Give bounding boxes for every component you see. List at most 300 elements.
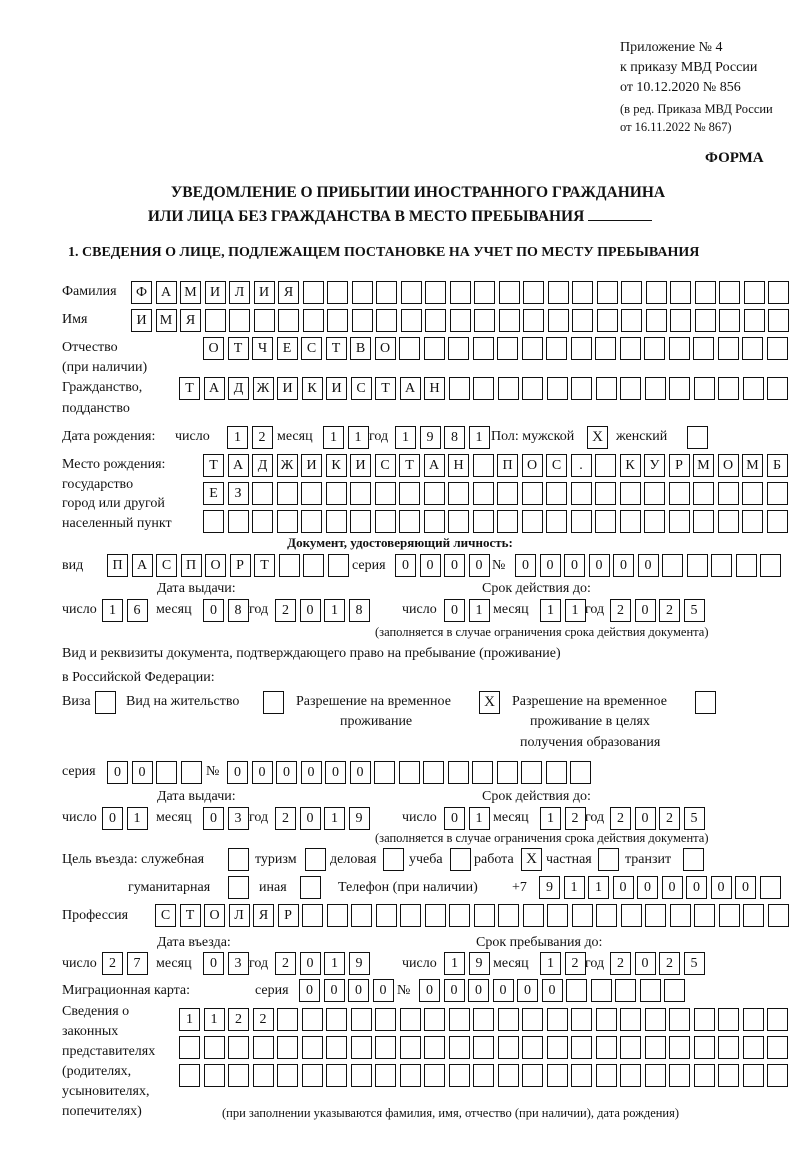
character-cell[interactable]: Д [228, 377, 249, 400]
character-cell[interactable]: 2 [610, 807, 631, 830]
character-cell[interactable]: В [350, 337, 371, 360]
character-cell[interactable] [351, 1008, 372, 1031]
character-cell[interactable] [669, 510, 690, 533]
place-of-stay-blank[interactable] [588, 206, 652, 221]
character-cell[interactable] [546, 482, 567, 505]
character-cell[interactable] [620, 337, 641, 360]
character-cell[interactable]: И [350, 454, 371, 477]
character-cell[interactable] [424, 482, 445, 505]
character-cell[interactable] [498, 1064, 519, 1087]
character-cell[interactable]: 0 [350, 761, 371, 784]
character-cell[interactable] [695, 309, 716, 332]
character-cell[interactable] [548, 309, 569, 332]
character-cell[interactable] [424, 1036, 445, 1059]
character-cell[interactable]: 0 [635, 952, 656, 975]
character-cell[interactable]: Р [230, 554, 251, 577]
character-cell[interactable]: 3 [228, 807, 249, 830]
character-cell[interactable]: 0 [564, 554, 585, 577]
character-cell[interactable]: 9 [539, 876, 560, 899]
character-cell[interactable]: 0 [324, 979, 345, 1002]
character-cell[interactable] [400, 1008, 421, 1031]
character-cell[interactable] [620, 1008, 641, 1031]
purpose-service-checkbox[interactable] [228, 848, 249, 871]
character-cell[interactable]: 9 [420, 426, 441, 449]
character-cell[interactable] [350, 482, 371, 505]
character-cell[interactable] [742, 482, 763, 505]
character-cell[interactable]: 0 [468, 979, 489, 1002]
character-cell[interactable]: 0 [203, 952, 224, 975]
character-cell[interactable] [253, 1036, 274, 1059]
character-cell[interactable] [742, 510, 763, 533]
character-cell[interactable]: 2 [659, 599, 680, 622]
character-cell[interactable]: Р [669, 454, 690, 477]
character-cell[interactable]: Л [229, 281, 250, 304]
character-cell[interactable] [473, 510, 494, 533]
character-cell[interactable]: 9 [349, 807, 370, 830]
character-cell[interactable]: 5 [684, 952, 705, 975]
character-cell[interactable] [277, 510, 298, 533]
sex-male-checkbox[interactable]: X [587, 426, 608, 449]
character-cell[interactable]: 0 [348, 979, 369, 1002]
character-cell[interactable]: 2 [610, 952, 631, 975]
character-cell[interactable] [424, 337, 445, 360]
character-cell[interactable] [645, 377, 666, 400]
character-cell[interactable] [522, 377, 543, 400]
character-cell[interactable]: Ф [131, 281, 152, 304]
character-cell[interactable] [448, 337, 469, 360]
character-cell[interactable] [743, 1008, 764, 1031]
character-cell[interactable]: Т [179, 377, 200, 400]
character-cell[interactable] [449, 377, 470, 400]
character-cell[interactable] [718, 1036, 739, 1059]
character-cell[interactable] [597, 309, 618, 332]
character-cell[interactable] [401, 281, 422, 304]
character-cell[interactable]: 0 [276, 761, 297, 784]
purpose-humanitarian-checkbox[interactable] [228, 876, 249, 899]
character-cell[interactable]: 0 [299, 979, 320, 1002]
character-cell[interactable] [743, 1036, 764, 1059]
character-cell[interactable] [204, 1036, 225, 1059]
character-cell[interactable] [473, 482, 494, 505]
character-cell[interactable] [743, 904, 764, 927]
character-cell[interactable]: 2 [228, 1008, 249, 1031]
character-cell[interactable]: И [301, 454, 322, 477]
character-cell[interactable]: 0 [469, 554, 490, 577]
character-cell[interactable]: С [351, 377, 372, 400]
character-cell[interactable] [399, 482, 420, 505]
character-cell[interactable]: П [497, 454, 518, 477]
character-cell[interactable] [571, 510, 592, 533]
character-cell[interactable] [277, 1064, 298, 1087]
character-cell[interactable] [718, 1064, 739, 1087]
character-cell[interactable]: 1 [395, 426, 416, 449]
character-cell[interactable]: 9 [349, 952, 370, 975]
character-cell[interactable] [546, 761, 567, 784]
character-cell[interactable] [499, 309, 520, 332]
character-cell[interactable] [424, 1008, 445, 1031]
character-cell[interactable]: С [375, 454, 396, 477]
character-cell[interactable] [620, 1036, 641, 1059]
character-cell[interactable] [547, 1036, 568, 1059]
character-cell[interactable]: 0 [444, 554, 465, 577]
character-cell[interactable] [522, 1008, 543, 1031]
character-cell[interactable] [302, 904, 323, 927]
character-cell[interactable] [767, 1064, 788, 1087]
purpose-tourism-checkbox[interactable] [305, 848, 326, 871]
character-cell[interactable] [424, 510, 445, 533]
character-cell[interactable]: 0 [301, 761, 322, 784]
character-cell[interactable] [571, 1008, 592, 1031]
character-cell[interactable] [645, 1008, 666, 1031]
character-cell[interactable]: 0 [711, 876, 732, 899]
character-cell[interactable] [352, 281, 373, 304]
character-cell[interactable]: Т [180, 904, 201, 927]
character-cell[interactable] [694, 1036, 715, 1059]
character-cell[interactable]: 9 [469, 952, 490, 975]
purpose-study-checkbox[interactable] [450, 848, 471, 871]
character-cell[interactable] [621, 309, 642, 332]
character-cell[interactable] [669, 1036, 690, 1059]
character-cell[interactable]: 2 [275, 807, 296, 830]
character-cell[interactable]: У [644, 454, 665, 477]
character-cell[interactable] [376, 309, 397, 332]
character-cell[interactable]: К [620, 454, 641, 477]
character-cell[interactable] [326, 1008, 347, 1031]
character-cell[interactable] [596, 377, 617, 400]
character-cell[interactable]: 0 [300, 807, 321, 830]
character-cell[interactable]: 8 [444, 426, 465, 449]
character-cell[interactable] [327, 309, 348, 332]
character-cell[interactable] [595, 482, 616, 505]
character-cell[interactable] [547, 1064, 568, 1087]
character-cell[interactable]: М [156, 309, 177, 332]
character-cell[interactable] [719, 309, 740, 332]
character-cell[interactable]: К [302, 377, 323, 400]
character-cell[interactable] [449, 1008, 470, 1031]
character-cell[interactable] [204, 1064, 225, 1087]
character-cell[interactable]: 0 [517, 979, 538, 1002]
character-cell[interactable] [327, 281, 348, 304]
character-cell[interactable]: 1 [204, 1008, 225, 1031]
character-cell[interactable] [718, 377, 739, 400]
character-cell[interactable]: 0 [444, 599, 465, 622]
character-cell[interactable]: 1 [444, 952, 465, 975]
character-cell[interactable]: . [571, 454, 592, 477]
character-cell[interactable]: 2 [565, 807, 586, 830]
character-cell[interactable] [498, 904, 519, 927]
character-cell[interactable]: Е [203, 482, 224, 505]
character-cell[interactable]: 0 [540, 554, 561, 577]
character-cell[interactable] [326, 1064, 347, 1087]
character-cell[interactable] [743, 377, 764, 400]
character-cell[interactable]: Ч [252, 337, 273, 360]
character-cell[interactable] [253, 1064, 274, 1087]
character-cell[interactable]: Н [424, 377, 445, 400]
character-cell[interactable]: О [375, 337, 396, 360]
character-cell[interactable] [448, 482, 469, 505]
character-cell[interactable]: Л [229, 904, 250, 927]
character-cell[interactable] [620, 482, 641, 505]
character-cell[interactable]: С [301, 337, 322, 360]
character-cell[interactable] [693, 510, 714, 533]
character-cell[interactable]: 0 [325, 761, 346, 784]
character-cell[interactable] [768, 281, 789, 304]
character-cell[interactable] [449, 1036, 470, 1059]
character-cell[interactable]: 1 [469, 426, 490, 449]
character-cell[interactable] [351, 1036, 372, 1059]
character-cell[interactable]: 2 [275, 952, 296, 975]
character-cell[interactable] [693, 482, 714, 505]
character-cell[interactable] [351, 1064, 372, 1087]
character-cell[interactable] [327, 904, 348, 927]
character-cell[interactable] [615, 979, 636, 1002]
character-cell[interactable]: 1 [324, 599, 345, 622]
character-cell[interactable] [760, 876, 781, 899]
character-cell[interactable] [522, 1064, 543, 1087]
character-cell[interactable]: 1 [179, 1008, 200, 1031]
character-cell[interactable]: И [277, 377, 298, 400]
character-cell[interactable] [572, 281, 593, 304]
character-cell[interactable] [744, 309, 765, 332]
sex-female-checkbox[interactable] [687, 426, 708, 449]
character-cell[interactable] [498, 1036, 519, 1059]
character-cell[interactable] [522, 337, 543, 360]
character-cell[interactable]: 6 [127, 599, 148, 622]
character-cell[interactable] [497, 510, 518, 533]
character-cell[interactable] [760, 554, 781, 577]
character-cell[interactable] [646, 281, 667, 304]
character-cell[interactable]: А [228, 454, 249, 477]
character-cell[interactable] [278, 309, 299, 332]
character-cell[interactable] [596, 904, 617, 927]
character-cell[interactable] [326, 510, 347, 533]
character-cell[interactable] [719, 281, 740, 304]
character-cell[interactable]: 1 [540, 599, 561, 622]
character-cell[interactable] [521, 761, 542, 784]
character-cell[interactable]: А [132, 554, 153, 577]
character-cell[interactable]: А [156, 281, 177, 304]
character-cell[interactable]: О [522, 454, 543, 477]
visa-checkbox[interactable] [95, 691, 116, 714]
character-cell[interactable] [644, 337, 665, 360]
character-cell[interactable] [767, 482, 788, 505]
character-cell[interactable]: О [205, 554, 226, 577]
character-cell[interactable]: Ж [277, 454, 298, 477]
character-cell[interactable]: С [546, 454, 567, 477]
character-cell[interactable] [205, 309, 226, 332]
character-cell[interactable] [522, 510, 543, 533]
character-cell[interactable] [203, 510, 224, 533]
character-cell[interactable]: Б [767, 454, 788, 477]
character-cell[interactable]: И [205, 281, 226, 304]
character-cell[interactable] [181, 761, 202, 784]
character-cell[interactable]: 0 [395, 554, 416, 577]
character-cell[interactable]: 0 [589, 554, 610, 577]
character-cell[interactable]: 2 [253, 1008, 274, 1031]
character-cell[interactable] [767, 510, 788, 533]
character-cell[interactable] [767, 377, 788, 400]
character-cell[interactable]: 1 [469, 807, 490, 830]
character-cell[interactable] [449, 1064, 470, 1087]
character-cell[interactable]: 8 [228, 599, 249, 622]
character-cell[interactable]: Д [252, 454, 273, 477]
character-cell[interactable] [644, 482, 665, 505]
character-cell[interactable] [645, 1036, 666, 1059]
character-cell[interactable] [473, 377, 494, 400]
character-cell[interactable]: Т [254, 554, 275, 577]
character-cell[interactable] [718, 482, 739, 505]
character-cell[interactable] [376, 281, 397, 304]
character-cell[interactable] [254, 309, 275, 332]
character-cell[interactable] [302, 1064, 323, 1087]
character-cell[interactable] [499, 281, 520, 304]
character-cell[interactable] [571, 482, 592, 505]
character-cell[interactable]: 2 [565, 952, 586, 975]
character-cell[interactable] [546, 337, 567, 360]
character-cell[interactable] [425, 281, 446, 304]
character-cell[interactable] [450, 309, 471, 332]
character-cell[interactable] [301, 510, 322, 533]
character-cell[interactable] [767, 337, 788, 360]
character-cell[interactable] [669, 1008, 690, 1031]
character-cell[interactable] [351, 904, 372, 927]
character-cell[interactable] [425, 904, 446, 927]
character-cell[interactable] [669, 377, 690, 400]
character-cell[interactable] [303, 281, 324, 304]
character-cell[interactable]: 1 [469, 599, 490, 622]
character-cell[interactable] [768, 904, 789, 927]
character-cell[interactable] [179, 1036, 200, 1059]
character-cell[interactable] [669, 482, 690, 505]
character-cell[interactable]: Т [375, 377, 396, 400]
character-cell[interactable]: И [131, 309, 152, 332]
character-cell[interactable] [473, 1036, 494, 1059]
character-cell[interactable] [497, 337, 518, 360]
character-cell[interactable]: 1 [588, 876, 609, 899]
character-cell[interactable] [302, 1008, 323, 1031]
purpose-other-checkbox[interactable] [300, 876, 321, 899]
character-cell[interactable] [375, 482, 396, 505]
character-cell[interactable] [473, 1008, 494, 1031]
character-cell[interactable] [571, 377, 592, 400]
character-cell[interactable] [694, 377, 715, 400]
character-cell[interactable] [547, 1008, 568, 1031]
character-cell[interactable]: 1 [540, 952, 561, 975]
character-cell[interactable] [328, 554, 349, 577]
character-cell[interactable]: 5 [684, 807, 705, 830]
residence-permit-checkbox[interactable] [263, 691, 284, 714]
character-cell[interactable] [497, 482, 518, 505]
character-cell[interactable] [473, 337, 494, 360]
character-cell[interactable] [718, 1008, 739, 1031]
character-cell[interactable] [472, 761, 493, 784]
character-cell[interactable] [301, 482, 322, 505]
character-cell[interactable] [424, 1064, 445, 1087]
character-cell[interactable] [277, 1036, 298, 1059]
character-cell[interactable] [179, 1064, 200, 1087]
character-cell[interactable] [474, 309, 495, 332]
character-cell[interactable] [497, 761, 518, 784]
character-cell[interactable] [595, 454, 616, 477]
character-cell[interactable] [694, 904, 715, 927]
character-cell[interactable] [664, 979, 685, 1002]
character-cell[interactable]: 0 [102, 807, 123, 830]
character-cell[interactable] [768, 309, 789, 332]
purpose-business-checkbox[interactable] [383, 848, 404, 871]
character-cell[interactable]: 0 [613, 876, 634, 899]
character-cell[interactable]: 0 [542, 979, 563, 1002]
character-cell[interactable]: 1 [564, 876, 585, 899]
character-cell[interactable] [571, 337, 592, 360]
character-cell[interactable] [449, 904, 470, 927]
character-cell[interactable]: 0 [613, 554, 634, 577]
character-cell[interactable] [669, 1064, 690, 1087]
character-cell[interactable]: 2 [252, 426, 273, 449]
character-cell[interactable] [352, 309, 373, 332]
character-cell[interactable] [662, 554, 683, 577]
character-cell[interactable] [621, 904, 642, 927]
character-cell[interactable]: Е [277, 337, 298, 360]
character-cell[interactable]: 2 [659, 807, 680, 830]
character-cell[interactable]: К [326, 454, 347, 477]
character-cell[interactable]: С [155, 904, 176, 927]
character-cell[interactable]: 0 [300, 952, 321, 975]
character-cell[interactable]: 0 [420, 554, 441, 577]
character-cell[interactable] [596, 1036, 617, 1059]
character-cell[interactable] [687, 554, 708, 577]
character-cell[interactable]: 0 [637, 876, 658, 899]
character-cell[interactable] [596, 1008, 617, 1031]
character-cell[interactable] [640, 979, 661, 1002]
purpose-work-checkbox[interactable]: X [521, 848, 542, 871]
character-cell[interactable]: И [254, 281, 275, 304]
character-cell[interactable] [620, 510, 641, 533]
character-cell[interactable] [596, 1064, 617, 1087]
character-cell[interactable]: 0 [635, 807, 656, 830]
character-cell[interactable] [595, 337, 616, 360]
character-cell[interactable]: П [181, 554, 202, 577]
character-cell[interactable]: Т [203, 454, 224, 477]
character-cell[interactable] [571, 1064, 592, 1087]
character-cell[interactable] [375, 510, 396, 533]
character-cell[interactable]: Т [399, 454, 420, 477]
character-cell[interactable]: 2 [659, 952, 680, 975]
character-cell[interactable] [522, 1036, 543, 1059]
character-cell[interactable] [670, 904, 691, 927]
character-cell[interactable] [400, 1036, 421, 1059]
character-cell[interactable] [719, 904, 740, 927]
character-cell[interactable] [695, 281, 716, 304]
character-cell[interactable]: 1 [323, 426, 344, 449]
character-cell[interactable]: 5 [684, 599, 705, 622]
character-cell[interactable]: П [107, 554, 128, 577]
character-cell[interactable] [401, 309, 422, 332]
character-cell[interactable] [228, 1064, 249, 1087]
character-cell[interactable] [621, 281, 642, 304]
character-cell[interactable] [572, 904, 593, 927]
character-cell[interactable] [448, 510, 469, 533]
character-cell[interactable]: 2 [610, 599, 631, 622]
character-cell[interactable] [326, 482, 347, 505]
purpose-private-checkbox[interactable] [598, 848, 619, 871]
character-cell[interactable]: Я [180, 309, 201, 332]
character-cell[interactable] [620, 1064, 641, 1087]
character-cell[interactable] [228, 510, 249, 533]
character-cell[interactable] [228, 1036, 249, 1059]
character-cell[interactable] [156, 761, 177, 784]
purpose-transit-checkbox[interactable] [683, 848, 704, 871]
character-cell[interactable] [450, 281, 471, 304]
